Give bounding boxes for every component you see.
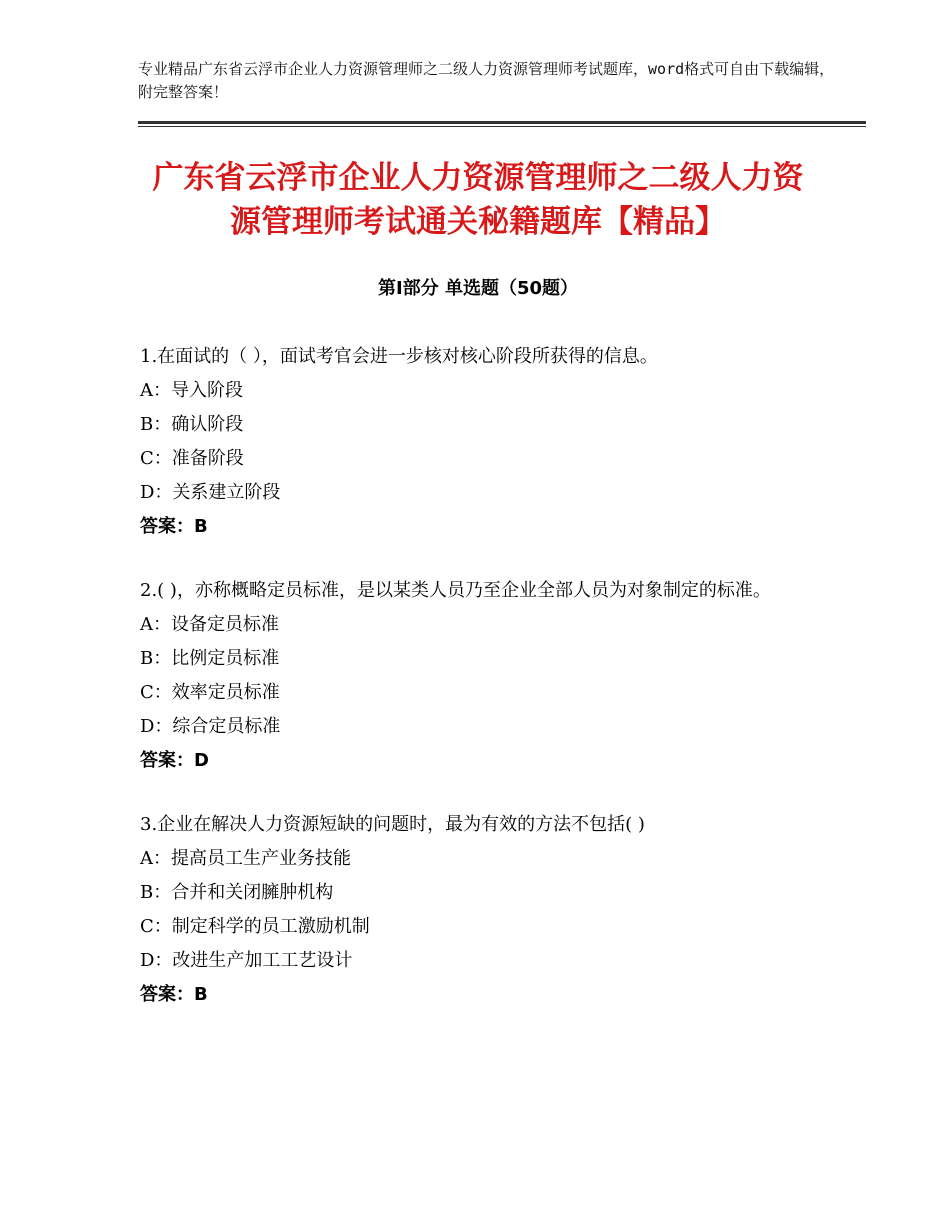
question-3 — [140, 808, 820, 1012]
option-c: C：制定科学的员工激励机制 — [140, 916, 370, 937]
question-list — [140, 340, 820, 1042]
option-c: C：准备阶段 — [140, 448, 244, 469]
document-title: 广东省云浮市企业人力资源管理师之二级人力资源管理师考试通关秘籍题库【精品】 — [152, 160, 804, 240]
header-note: 专业精品广东省云浮市企业人力资源管理师之二级人力资源管理师考试题库，word格式可自由下载编辑，附完整答案！ — [138, 60, 835, 101]
option-d: D：综合定员标准 — [140, 716, 281, 737]
option-a: A：设备定员标准 — [140, 614, 279, 635]
answer: 答案：D — [140, 750, 209, 771]
answer: 答案：B — [140, 984, 208, 1005]
question-1 — [140, 340, 820, 544]
question-stem: 3.企业在解决人力资源短缺的问题时，最为有效的方法不包括( ) — [140, 814, 645, 835]
option-b: B：比例定员标准 — [140, 648, 280, 669]
option-b: B：确认阶段 — [140, 414, 244, 435]
option-c: C：效率定员标准 — [140, 682, 280, 703]
option-a: A：提高员工生产业务技能 — [140, 848, 351, 869]
section-title: 第Ⅰ部分 单选题（50题） — [377, 278, 578, 299]
question-stem: 2.( )，亦称概略定员标准，是以某类人员乃至企业全部人员为对象制定的标准。 — [140, 580, 771, 601]
option-d: D：改进生产加工工艺设计 — [140, 950, 353, 971]
header-divider-thick — [138, 121, 866, 124]
question-stem: 1.在面试的（ ），面试考官会进一步核对核心阶段所获得的信息。 — [140, 346, 658, 367]
header-divider-thin — [138, 126, 866, 127]
option-b: B：合并和关闭臃肿机构 — [140, 882, 334, 903]
answer: 答案：B — [140, 516, 208, 537]
option-d: D：关系建立阶段 — [140, 482, 281, 503]
question-2 — [140, 574, 820, 778]
option-a: A：导入阶段 — [140, 380, 243, 401]
